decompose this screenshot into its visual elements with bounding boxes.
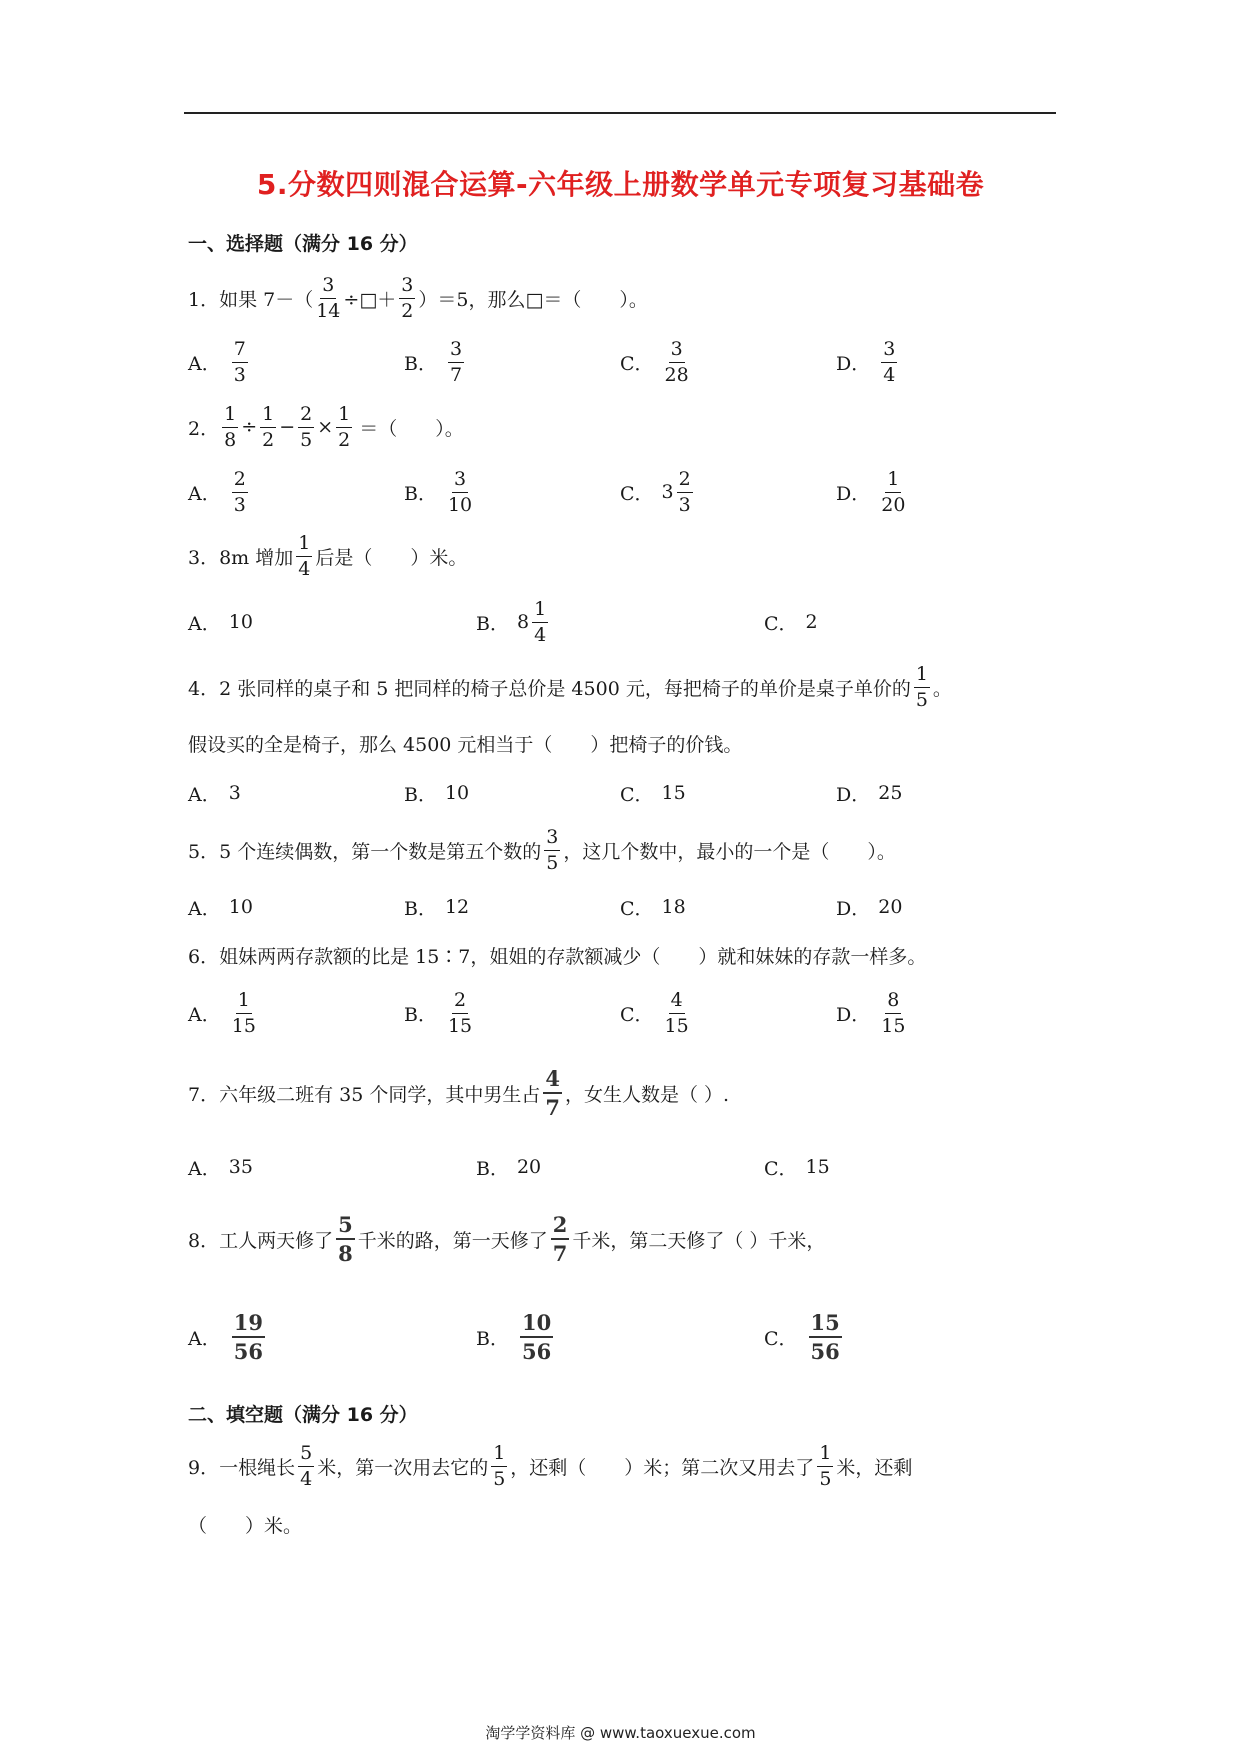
q5-option-b[interactable]: B． 12 (404, 896, 470, 920)
q7-fraction-1: $\frac{4}{7}$ (545, 1066, 560, 1120)
page-title: 5.分数四则混合运算-六年级上册数学单元专项复习基础卷 (256, 168, 985, 201)
q2-option-c[interactable]: C． 3 $\frac{2}{3}$ (620, 467, 691, 516)
q4-option-c[interactable]: C． 15 (620, 782, 686, 806)
question-4: 4．2 张同样的桌子和 5 把同样的椅子总价是 4500 元，每把椅子的单价是桌子单价的 $\frac{1}{5}$ 。 (188, 662, 952, 711)
q7-option-a[interactable]: A． 35 (188, 1156, 253, 1180)
q8-option-c[interactable]: C． $\frac{15}{56}$ (764, 1310, 840, 1364)
q1-option-d[interactable]: D． $\frac{3}{4}$ (836, 337, 896, 386)
question-8: 8．工人两天修了 $\frac{5}{8}$ 千米的路，第一天修了 $\frac{2}{7}$ 千米，第二天修了（ ）千米， (188, 1212, 826, 1266)
q5-option-d[interactable]: D． 20 (836, 896, 903, 920)
q4-option-a[interactable]: A． 3 (188, 782, 241, 806)
q6-option-c[interactable]: C． $\frac{4}{15}$ (620, 988, 689, 1037)
question-9: 9．一根绳长 $\frac{5}{4}$ 米，第一次用去它的 $\frac{1}{5}$ ，还剩（ ）米；第二次又用去了 $\frac{1}{5}$ 米，还剩 (188, 1441, 913, 1490)
q5-option-c[interactable]: C． 18 (620, 896, 686, 920)
q2-fraction-3: $\frac{2}{5}$ (300, 402, 313, 451)
question-9-line-2: （ ）米。 (188, 1514, 303, 1537)
q2-option-a[interactable]: A． $\frac{2}{3}$ (188, 467, 246, 516)
q3-fraction-1: $\frac{1}{4}$ (298, 531, 311, 580)
footer-watermark: 淘学学资料库 @ www.taoxuexue.com (485, 1724, 756, 1742)
q3-option-b[interactable]: B． 8 $\frac{1}{4}$ (476, 597, 547, 646)
q1-fraction-1: $\frac{3}{14}$ (316, 273, 341, 322)
q1-text-post: ）＝5，那么□＝（ ）。 (418, 288, 648, 311)
header-rule (184, 112, 1056, 114)
q1-option-a[interactable]: A． $\frac{7}{3}$ (188, 337, 246, 386)
question-5: 5．5 个连续偶数，第一个数是第五个数的 $\frac{3}{5}$ ，这几个数中，最小的一个是（ ）。 (188, 825, 896, 874)
q2-option-d[interactable]: D． $\frac{1}{20}$ (836, 467, 906, 516)
q9-fraction-1: $\frac{5}{4}$ (300, 1441, 313, 1490)
q9-fraction-2: $\frac{1}{5}$ (493, 1441, 506, 1490)
q6-option-a[interactable]: A． $\frac{1}{15}$ (188, 988, 256, 1037)
question-7: 7．六年级二班有 35 个同学，其中男生占 $\frac{4}{7}$ ，女生人数是（ ）. (188, 1066, 730, 1120)
section-heading-choice: 一、选择题（满分 16 分） (188, 233, 418, 255)
q4-option-d[interactable]: D． 25 (836, 782, 903, 806)
question-2: 2． $\frac{1}{8}$ ÷ $\frac{1}{2}$ − $\frac{2}{5}$ × $\frac{1}{2}$ ＝（ ）。 (188, 402, 464, 451)
q1-option-c[interactable]: C． $\frac{3}{28}$ (620, 337, 689, 386)
q7-option-b[interactable]: B． 20 (476, 1156, 542, 1180)
q8-fraction-1: $\frac{5}{8}$ (338, 1212, 353, 1266)
q4-option-b[interactable]: B． 10 (404, 782, 470, 806)
q7-option-c[interactable]: C． 15 (764, 1156, 830, 1180)
q5-option-a[interactable]: A． 10 (188, 896, 253, 920)
q2-fraction-1: $\frac{1}{8}$ (224, 402, 237, 451)
q1-option-b[interactable]: B． $\frac{3}{7}$ (404, 337, 463, 386)
q8-option-b[interactable]: B． $\frac{10}{56}$ (476, 1310, 552, 1364)
q9-fraction-3: $\frac{1}{5}$ (819, 1441, 832, 1490)
q2-fraction-4: $\frac{1}{2}$ (338, 402, 351, 451)
question-4-line-2: 假设买的全是椅子，那么 4500 元相当于（ ）把椅子的价钱。 (188, 733, 743, 756)
question-6: 6．姐妹两两存款额的比是 15∶7，姐姐的存款额减少（ ）就和妹妹的存款一样多。 (188, 945, 927, 968)
q8-fraction-2: $\frac{2}{7}$ (552, 1212, 568, 1266)
q6-option-d[interactable]: D． $\frac{8}{15}$ (836, 988, 906, 1037)
q2-fraction-2: $\frac{1}{2}$ (262, 402, 275, 451)
q3-option-a[interactable]: A． 10 (188, 611, 253, 635)
q1-text-pre: 1．如果 7－（ (188, 288, 314, 311)
q3-option-c[interactable]: C． 2 (764, 611, 818, 635)
question-1 (188, 272, 648, 324)
q6-option-b[interactable]: B． $\frac{2}{15}$ (404, 988, 473, 1037)
q8-option-a[interactable]: A． $\frac{19}{56}$ (188, 1310, 263, 1364)
question-3: 3．8m 增加 $\frac{1}{4}$ 后是（ ）米。 (188, 531, 468, 580)
q1-text-mid: ÷□＋ (343, 288, 397, 311)
q4-fraction-1: $\frac{1}{5}$ (915, 662, 928, 711)
q5-fraction-1: $\frac{3}{5}$ (546, 825, 559, 874)
section-heading-fill: 二、填空题（满分 16 分） (188, 1404, 418, 1426)
q2-option-b[interactable]: B． $\frac{3}{10}$ (404, 467, 473, 516)
q1-fraction-2: $\frac{3}{2}$ (401, 273, 414, 322)
